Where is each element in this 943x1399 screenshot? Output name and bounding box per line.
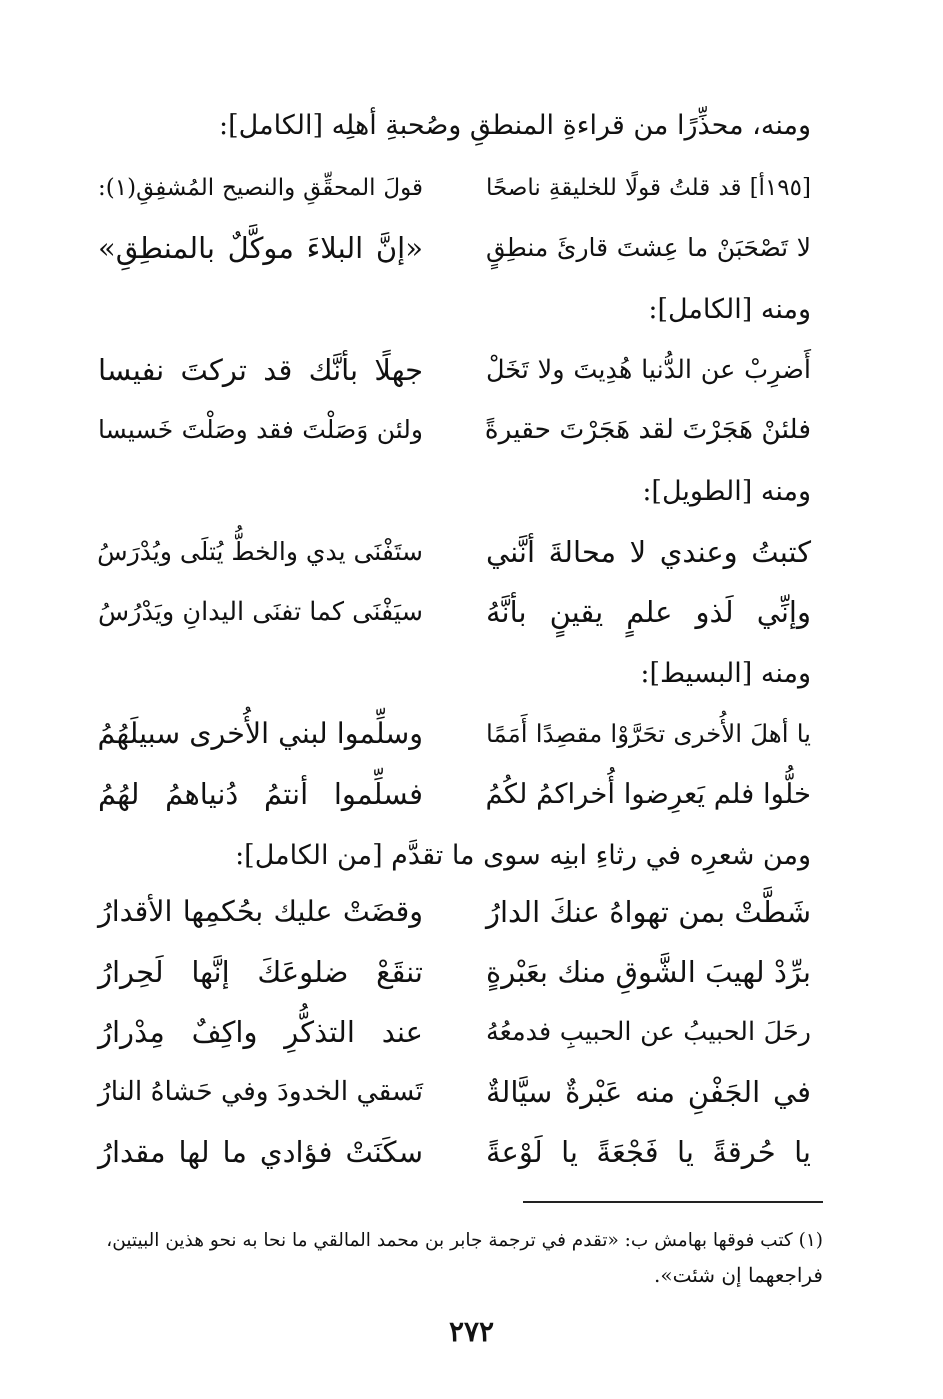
verse-line xyxy=(98,886,811,938)
verse-line xyxy=(98,1066,811,1118)
intro-line: ومنه، محذِّرًا من قراءةِ المنطقِ وصُحبةِ أهلِه [الكامل]: xyxy=(219,110,811,141)
verse-first-hemistich: رحَلَ الحبيبُ عن الحبيبِ فدمعُهُ xyxy=(486,1017,811,1047)
verse-second-hemistich: تَسقي الخدودَ وفي حَشاهُ النارُ xyxy=(97,1076,423,1107)
verse-first-hemistich: في الجَفْنِ منه عَبْرةٌ سيَّالةٌ xyxy=(486,1075,811,1109)
verse-second-hemistich: وقضَتْ عليك بحُكمِها الأقدارُ xyxy=(98,895,423,928)
verse-line xyxy=(98,946,811,998)
footnote-text-continued: فراجعهما إن شئت». xyxy=(653,1263,823,1287)
verse-first-hemistich: برِّدْ لهيبَ الشَّوقِ منك بعَبْرةٍ xyxy=(486,955,811,989)
verse-first-hemistich: يا أهلَ الأُخرى تحَرَّوْا مقصِدًا أَمَمًا xyxy=(486,719,811,748)
verse-first-hemistich: فلئنْ هَجَرْتَ لقد هَجَرْتَ حقيرةً xyxy=(484,414,811,445)
verse-second-hemistich: جهلًا بأنَّك قد تركتَ نفيسا xyxy=(98,353,423,387)
verse-line xyxy=(98,404,811,456)
verse-line xyxy=(98,222,811,274)
intro-line: ومنه [الكامل]: xyxy=(648,294,811,325)
footnote-separator xyxy=(523,1201,823,1203)
verse-line xyxy=(98,768,811,820)
verse-first-hemistich: أَضرِبْ عن الدُّنيا هُدِيتَ ولا تَخَلْ xyxy=(486,355,811,385)
verse-second-hemistich: سكَنَتْ فؤادي ما لها مقدارُ xyxy=(98,1135,423,1169)
verse-first-hemistich: [١٩٥أ] قد قلتُ قولًا للخليقةِ ناصحًا xyxy=(486,175,811,201)
verse-second-hemistich: وسلِّموا لبني الأُخرى سبيلَهُمُ xyxy=(97,717,423,750)
verse-line xyxy=(98,1006,811,1058)
verse-first-hemistich: لا تَصْحَبَنْ ما عِشتَ قارئَ منطِقٍ xyxy=(486,233,811,262)
verse-second-hemistich: قولَ المحقِّقِ والنصيح المُشفِقِ(١): xyxy=(98,175,423,201)
verse-line xyxy=(98,1126,811,1178)
page-number: ٢٧٢ xyxy=(448,1315,495,1348)
verse-first-hemistich: يا حُرقةً يا فَجْعَةً يا لَوْعةً xyxy=(486,1135,811,1169)
verse-first-hemistich: كتبتُ وعندي لا محالةَ أنَّني xyxy=(486,535,811,569)
verse-line xyxy=(98,586,811,638)
verse-second-hemistich: ستَفْنَى يدي والخطُّ يُتلَى ويُدْرَسُ xyxy=(97,537,423,566)
intro-line: ومنه [الطويل]: xyxy=(642,476,811,507)
verse-second-hemistich: سيَفْنَى كما تفنَى اليدانِ ويَدْرُسُ xyxy=(98,597,423,627)
verse-line xyxy=(98,344,811,396)
verse-second-hemistich: فسلِّموا أنتمُ دُنياهمُ لهُمُ xyxy=(98,777,423,811)
verse-first-hemistich: شَطَّتْ بمن تهواهُ عنكَ الدارُ xyxy=(486,895,811,929)
verse-line xyxy=(98,162,811,214)
verse-line xyxy=(98,526,811,578)
verse-second-hemistich: تنقَعْ ضلوعَكَ إنَّها لَحِرارُ xyxy=(98,955,423,989)
verse-second-hemistich: ولئن وَصَلْتَ فقد وصَلْتَ خَسيسا xyxy=(98,415,423,444)
verse-line xyxy=(98,708,811,760)
verse-second-hemistich: عند التذكُّرِ واكِفٌ مِدْرارُ xyxy=(98,1015,423,1049)
footnote-text: (١) كتب فوقها بهامش ب: «تقدم في ترجمة جابر بن محمد المالقي ما نحا به نحو هذين البيتين، xyxy=(106,1230,823,1251)
verse-first-hemistich: وإنِّي لَذو علمٍ يقينٍ بأنَّهُ xyxy=(486,595,811,629)
intro-line: ومن شعرِه في رثاءِ ابنِه سوى ما تقدَّم [من الكامل]: xyxy=(235,840,811,871)
verse-first-hemistich: خلُّوا فلم يَعرِضوا أُخراكمُ لكُمُ xyxy=(485,778,811,810)
intro-line: ومنه [البسيط]: xyxy=(640,658,811,689)
verse-second-hemistich: «إنَّ البلاءَ موكَّلٌ بالمنطِقِ» xyxy=(98,231,423,265)
